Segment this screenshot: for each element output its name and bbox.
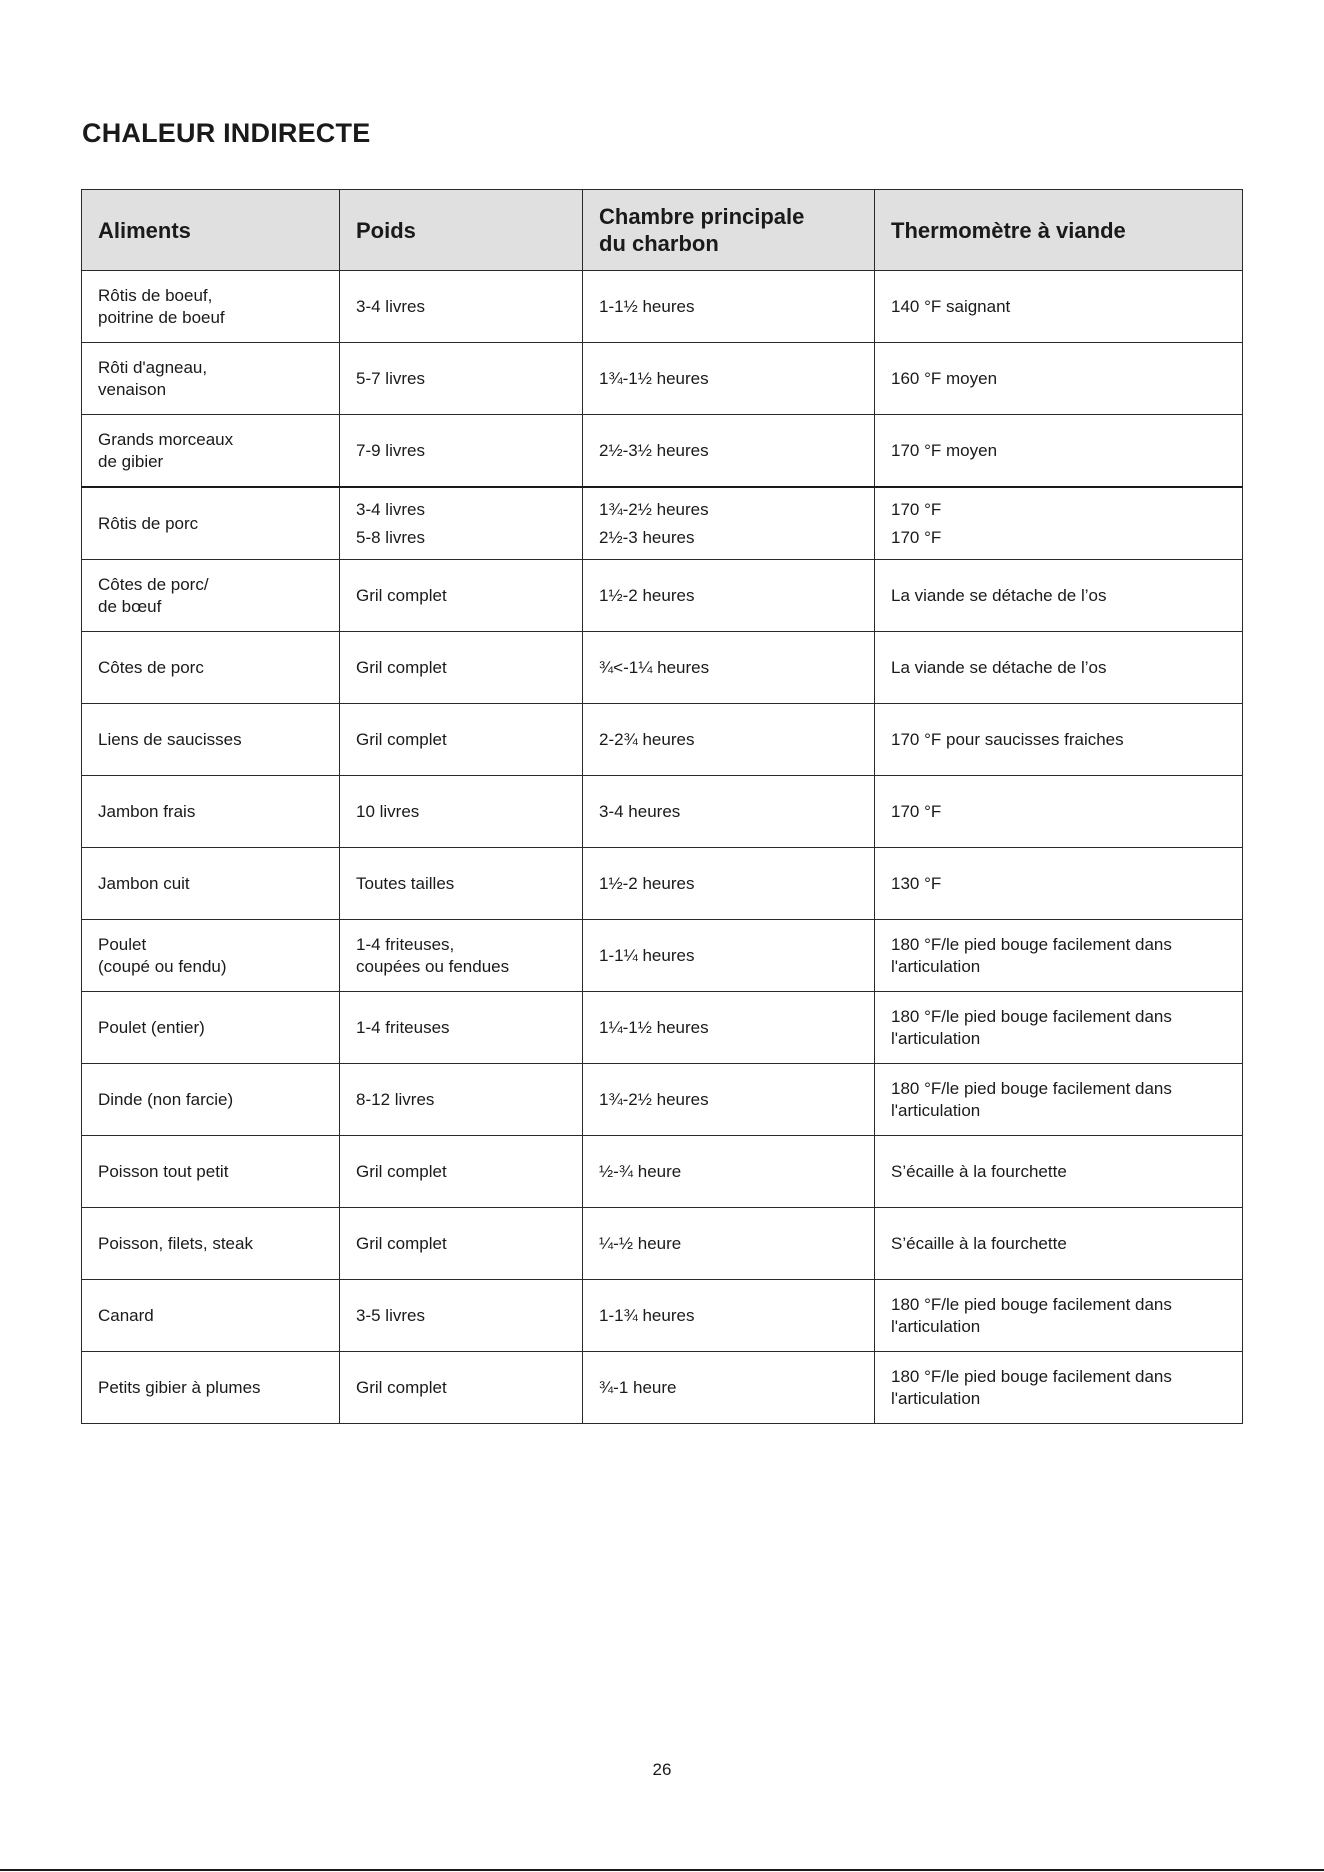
weight-cell-line: 5-7 livres — [356, 368, 425, 388]
thermometer-cell-line: 180 °F/le pied bouge facilement dans — [891, 935, 1172, 954]
food-cell-line: Rôti d'agneau, — [98, 358, 208, 377]
header-cooking-time-line: du charbon — [599, 231, 719, 256]
thermometer-cell — [875, 704, 1243, 776]
header-weight: Poids — [340, 190, 583, 271]
cooking-time-cell-line: 1¾-1½ heures — [599, 368, 709, 388]
cooking-time-cell-line: 1¾-2½ heures — [599, 1089, 709, 1109]
thermometer-cell-line: 180 °F/le pied bouge facilement dans — [891, 1079, 1172, 1098]
cooking-time-cell-line: 1-1¼ heures — [599, 945, 695, 965]
cooking-time-cell — [583, 848, 875, 920]
header-cooking-time — [583, 190, 875, 271]
weight-cell — [340, 560, 583, 632]
thermometer-cell — [875, 487, 1243, 560]
table-row — [82, 632, 1243, 704]
weight-cell-line: 8-12 livres — [356, 1089, 435, 1109]
cooking-time-cell — [583, 920, 875, 992]
thermometer-cell — [875, 415, 1243, 488]
food-cell — [82, 1064, 340, 1136]
thermometer-cell-line: l'articulation — [891, 1316, 981, 1336]
weight-cell — [340, 776, 583, 848]
weight-cell-line: Gril complet — [356, 585, 447, 605]
header-food: Aliments — [82, 190, 340, 271]
thermometer-cell-line: 180 °F/le pied bouge facilement dans — [891, 1367, 1172, 1386]
thermometer-cell-line: S’écaille à la fourchette — [891, 1161, 1067, 1181]
food-cell-line: Poulet — [98, 935, 147, 954]
food-cell — [82, 992, 340, 1064]
food-cell-line: Rôtis de porc — [98, 513, 199, 533]
table-row — [82, 1352, 1243, 1424]
thermometer-cell-line: 170 °F — [891, 500, 942, 519]
table-row — [82, 1208, 1243, 1280]
cooking-time-cell — [583, 1064, 875, 1136]
thermometer-cell-line: 180 °F/le pied bouge facilement dans — [891, 1295, 1172, 1314]
food-cell-line: de bœuf — [98, 596, 162, 616]
cooking-time-cell-line: 2½-3 heures — [599, 527, 695, 547]
thermometer-cell-line: La viande se détache de l’os — [891, 657, 1107, 677]
thermometer-cell-line: l'articulation — [891, 1028, 981, 1048]
cooking-time-cell-line: 1-1¾ heures — [599, 1305, 695, 1325]
cooking-time-cell — [583, 704, 875, 776]
food-cell — [82, 704, 340, 776]
weight-cell — [340, 415, 583, 488]
thermometer-cell — [875, 1064, 1243, 1136]
weight-cell — [340, 1280, 583, 1352]
food-cell — [82, 1352, 340, 1424]
weight-cell-line: 3-4 livres — [356, 296, 425, 316]
food-cell-line: Jambon frais — [98, 801, 196, 821]
weight-cell — [340, 992, 583, 1064]
cooking-time-cell — [583, 776, 875, 848]
cooking-time-cell-line: 2-2¾ heures — [599, 729, 695, 749]
header-cooking-time-line: Chambre principale — [599, 204, 805, 229]
table-row — [82, 1280, 1243, 1352]
cooking-time-cell — [583, 560, 875, 632]
cooking-time-cell-line: 2½-3½ heures — [599, 440, 709, 460]
food-cell — [82, 271, 340, 343]
weight-cell-line: Gril complet — [356, 729, 447, 749]
food-cell — [82, 343, 340, 415]
food-cell — [82, 1280, 340, 1352]
food-cell-line: Poisson tout petit — [98, 1161, 229, 1181]
thermometer-cell — [875, 343, 1243, 415]
cooking-time-cell-line: 3-4 heures — [599, 801, 681, 821]
weight-cell — [340, 920, 583, 992]
cooking-time-cell — [583, 271, 875, 343]
food-cell — [82, 560, 340, 632]
thermometer-cell — [875, 1136, 1243, 1208]
cooking-time-cell-line: ¾<-1¼ heures — [599, 657, 710, 677]
thermometer-cell — [875, 271, 1243, 343]
cooking-time-cell-line: ½-¾ heure — [599, 1161, 682, 1181]
food-cell-line: Petits gibier à plumes — [98, 1377, 261, 1397]
table-row — [82, 776, 1243, 848]
thermometer-cell-line: l'articulation — [891, 1100, 981, 1120]
food-cell — [82, 632, 340, 704]
thermometer-cell — [875, 776, 1243, 848]
page-title: CHALEUR INDIRECTE — [82, 118, 371, 148]
weight-cell-line: 7-9 livres — [356, 440, 425, 460]
weight-cell-line: Gril complet — [356, 1377, 447, 1397]
food-cell — [82, 1136, 340, 1208]
weight-cell-line: Gril complet — [356, 657, 447, 677]
cooking-time-cell — [583, 343, 875, 415]
thermometer-cell — [875, 1280, 1243, 1352]
thermometer-cell-line: 170 °F pour saucisses fraiches — [891, 729, 1124, 749]
table-row — [82, 487, 1243, 560]
cooking-time-cell — [583, 487, 875, 560]
cooking-time-cell — [583, 992, 875, 1064]
food-cell-line: Rôtis de boeuf, — [98, 286, 213, 305]
cooking-time-cell — [583, 1136, 875, 1208]
weight-cell — [340, 487, 583, 560]
thermometer-cell-line: l'articulation — [891, 1388, 981, 1408]
thermometer-cell-line: 170 °F — [891, 801, 942, 821]
food-cell — [82, 415, 340, 488]
table-header-row — [82, 190, 1243, 271]
weight-cell — [340, 632, 583, 704]
weight-cell — [340, 271, 583, 343]
thermometer-cell-line: l'articulation — [891, 956, 981, 976]
food-cell — [82, 920, 340, 992]
table-row — [82, 415, 1243, 488]
weight-cell — [340, 1064, 583, 1136]
table-row — [82, 992, 1243, 1064]
weight-cell-line: 3-4 livres — [356, 500, 425, 519]
weight-cell-line: 10 livres — [356, 801, 420, 821]
food-cell-line: Dinde (non farcie) — [98, 1089, 234, 1109]
weight-cell-line: 1-4 friteuses — [356, 1017, 450, 1037]
food-cell-line: Grands morceaux — [98, 430, 234, 449]
table-body — [82, 271, 1243, 1424]
indirect-heat-cooking-table — [81, 189, 1243, 1424]
food-cell-line: Poisson, filets, steak — [98, 1233, 253, 1253]
table-row — [82, 343, 1243, 415]
cooking-time-cell-line: ¾-1 heure — [599, 1377, 677, 1397]
weight-cell-line: 3-5 livres — [356, 1305, 425, 1325]
cooking-time-cell-line: 1½-2 heures — [599, 585, 695, 605]
thermometer-cell-line: 140 °F saignant — [891, 296, 1011, 316]
table-row — [82, 704, 1243, 776]
weight-cell-line: 1-4 friteuses, — [356, 935, 455, 954]
food-cell-line: Liens de saucisses — [98, 729, 242, 749]
table-row — [82, 920, 1243, 992]
weight-cell-line: Gril complet — [356, 1233, 447, 1253]
weight-cell — [340, 1352, 583, 1424]
food-cell-line: venaison — [98, 379, 167, 399]
table-row — [82, 560, 1243, 632]
cooking-time-cell-line: ¼-½ heure — [599, 1233, 682, 1253]
weight-cell-line: 5-8 livres — [356, 527, 425, 547]
thermometer-cell — [875, 560, 1243, 632]
weight-cell-line: Toutes tailles — [356, 873, 455, 893]
food-cell-line: Jambon cuit — [98, 873, 190, 893]
thermometer-cell-line: 170 °F moyen — [891, 440, 998, 460]
bottom-rule — [0, 1869, 1324, 1871]
thermometer-cell-line: 170 °F — [891, 527, 942, 547]
cooking-time-cell-line: 1¾-2½ heures — [599, 500, 709, 519]
thermometer-cell-line: 130 °F — [891, 873, 942, 893]
weight-cell — [340, 1136, 583, 1208]
thermometer-cell — [875, 1352, 1243, 1424]
weight-cell — [340, 704, 583, 776]
thermometer-cell — [875, 848, 1243, 920]
cooking-time-cell-line: 1¼-1½ heures — [599, 1017, 709, 1037]
weight-cell — [340, 848, 583, 920]
thermometer-cell — [875, 992, 1243, 1064]
food-cell-line: Côtes de porc/ — [98, 575, 209, 594]
table-row — [82, 271, 1243, 343]
cooking-time-cell — [583, 1352, 875, 1424]
thermometer-cell — [875, 920, 1243, 992]
weight-cell-line: Gril complet — [356, 1161, 447, 1181]
thermometer-cell-line: La viande se détache de l’os — [891, 585, 1107, 605]
food-cell-line: de gibier — [98, 451, 164, 471]
food-cell-line: Canard — [98, 1305, 154, 1325]
table-row — [82, 1064, 1243, 1136]
thermometer-cell — [875, 632, 1243, 704]
thermometer-cell-line: 160 °F moyen — [891, 368, 998, 388]
food-cell — [82, 1208, 340, 1280]
cooking-time-cell-line: 1½-2 heures — [599, 873, 695, 893]
header-meat-thermometer: Thermomètre à viande — [875, 190, 1243, 271]
weight-cell-line: coupées ou fendues — [356, 956, 510, 976]
cooking-time-cell — [583, 415, 875, 488]
food-cell-line: Côtes de porc — [98, 657, 204, 677]
food-cell — [82, 487, 340, 560]
table-row — [82, 848, 1243, 920]
food-cell-line: Poulet (entier) — [98, 1017, 205, 1037]
thermometer-cell-line: S’écaille à la fourchette — [891, 1233, 1067, 1253]
cooking-time-cell — [583, 1280, 875, 1352]
thermometer-cell — [875, 1208, 1243, 1280]
food-cell-line: poitrine de boeuf — [98, 307, 225, 327]
weight-cell — [340, 1208, 583, 1280]
food-cell — [82, 776, 340, 848]
thermometer-cell-line: 180 °F/le pied bouge facilement dans — [891, 1007, 1172, 1026]
cooking-time-cell-line: 1-1½ heures — [599, 296, 695, 316]
table-row — [82, 1136, 1243, 1208]
food-cell-line: (coupé ou fendu) — [98, 956, 227, 976]
cooking-time-cell — [583, 1208, 875, 1280]
page-number: 26 — [652, 1760, 672, 1779]
food-cell — [82, 848, 340, 920]
cooking-time-cell — [583, 632, 875, 704]
weight-cell — [340, 343, 583, 415]
